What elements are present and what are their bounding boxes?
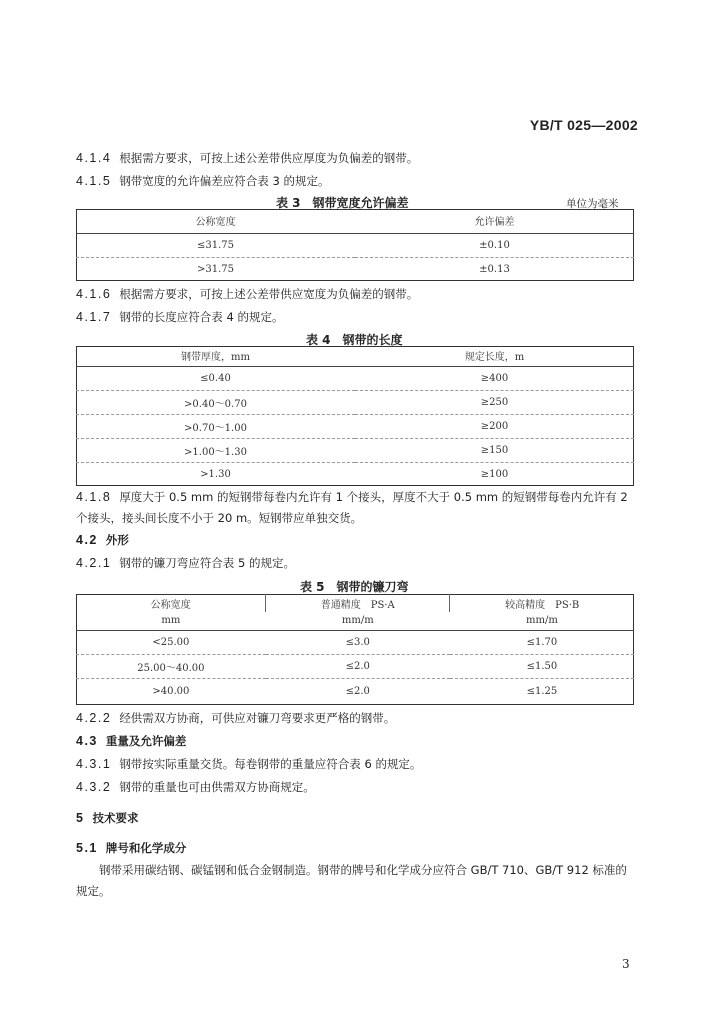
table-row [76,257,634,281]
table-5 [76,594,634,704]
table-cell: >40.00 [152,685,190,697]
clause-4-1-6 [76,286,418,302]
table-cell: ≤31.75 [76,233,355,257]
table-3-caption: 表 3 钢带宽度允许偏差 [276,196,409,210]
table-cell: <25.00 [76,630,266,654]
clause-text: 厚度大于 0.5 mm 的短钢带每卷内允许有 1 个接头，厚度不大于 0.5 mm 的短钢带每卷内允许有 2 个接头，接头间长度不小于 20 m。短钢带应单独交货。 [76,490,628,525]
clause-text: 钢带按实际重量交货。每卷钢带的重量应符合表 6 的规定。 [119,757,422,771]
table-row [76,630,634,654]
table-cell: ≥200 [355,414,634,438]
table-row [76,233,634,257]
table-cell: >0.40～0.70 [76,390,355,414]
clause-number: 4.1.6 [76,287,112,301]
table-cell: >1.00～1.30 [76,438,355,462]
clause-text: 钢带的长度应符合表 4 的规定。 [119,310,284,324]
header-cell: mm/m [266,612,450,630]
clause-number: 4.2 [76,533,98,547]
table-header-row [76,594,634,612]
table-row [76,438,634,462]
clause-number: 4.2.2 [76,711,112,725]
table-row [76,390,634,414]
table-cell: ±0.13 [479,263,510,275]
table-cell: ≤2.0 [266,654,450,678]
table-cell: 25.00～40.00 [76,654,266,678]
table-3-unit: 单位为毫米 [566,198,619,210]
table-cell: ±0.10 [355,233,634,257]
header-cell: 较高精度 PS·B [505,599,580,611]
table-row [76,366,634,390]
header-cell: 允许偏差 [355,209,634,233]
clause-text: 经供需双方协商，可供应对镰刀弯要求更严格的钢带。 [119,711,396,725]
header-cell: 钢带厚度，mm [76,346,355,366]
table-cell: ≤1.25 [526,685,558,697]
table-row [76,414,634,438]
clause-number: 4.1.7 [76,310,112,324]
table-cell: ≤3.0 [266,630,450,654]
clause-number: 4.3 [76,734,98,748]
clause-number: 4.1.5 [76,174,112,188]
table-cell: ≤0.40 [76,366,355,390]
table-cell: >0.70～1.00 [76,414,355,438]
table-cell: ≥150 [355,438,634,462]
header-cell: 公称宽度 [76,594,266,612]
clause-4-1-7 [76,309,283,325]
table-row [76,654,634,678]
section-4-3 [76,733,186,749]
header-cell: 公称宽度 [76,209,355,233]
clause-text: 钢带的重量也可由供需双方协商规定。 [119,780,315,794]
clause-text: 根据需方要求，可按上述公差带供应厚度为负偏差的钢带。 [119,151,419,165]
clause-4-2-1 [76,555,295,571]
clause-number: 4.3.1 [76,757,112,771]
clause-text: 重量及允许偏差 [105,734,187,748]
table-cell: ≤1.50 [450,654,634,678]
table-cell: ≥400 [355,366,634,390]
clause-text: 钢带宽度的允许偏差应符合表 3 的规定。 [119,174,330,188]
table-5-caption: 表 5 钢带的镰刀弯 [300,580,409,594]
table-4-caption: 表 4 钢带的长度 [306,333,403,347]
table-header-row [76,346,634,366]
table-row [76,678,634,704]
clause-text: 钢带的镰刀弯应符合表 5 的规定。 [119,556,295,570]
clause-number: 5.1 [76,841,98,855]
clause-text: 外形 [105,533,129,547]
table-header-row [76,209,634,233]
clause-number: 4.2.1 [76,556,112,570]
clause-number: 4.3.2 [76,780,112,794]
clause-number: 5 [76,811,85,825]
page-number: 3 [622,957,630,971]
table-4 [76,346,634,486]
clause-4-2-2 [76,710,395,726]
table-cell: ≤2.0 [345,685,370,697]
header-cell: 普通精度 PS·A [266,594,450,612]
clause-4-1-8 [76,487,636,529]
clause-number: 4.1.8 [76,490,112,504]
section-4-2 [76,532,129,548]
clause-4-3-1 [76,756,421,772]
clause-4-1-4 [76,150,418,166]
table-header-row [76,612,634,630]
section-5 [76,810,138,826]
header-cell: 规定长度，m [355,346,634,366]
clause-5-1-body: 钢带采用碳结钢、碳锰钢和低合金钢制造。钢带的牌号和化学成分应符合 GB/T 710、GB/T 912 标准的规定。 [76,863,627,898]
standard-code: YB/T 025—2002 [529,117,638,133]
table-3 [76,209,634,281]
clause-number: 4.1.4 [76,151,112,165]
clause-text: 牌号和化学成分 [105,841,187,855]
table-cell: >1.30 [200,468,231,480]
table-cell: >31.75 [196,263,234,275]
table-cell: ≥100 [480,468,509,480]
table-cell: ≤1.70 [450,630,634,654]
table-cell: ≥250 [355,390,634,414]
clause-text: 技术要求 [92,811,139,825]
table-row [76,462,634,486]
clause-text: 根据需方要求，可按上述公差带供应宽度为负偏差的钢带。 [119,287,419,301]
section-5-1 [76,840,186,856]
clause-4-1-5 [76,173,329,189]
clause-4-3-2 [76,779,315,795]
header-cell: mm [76,612,266,630]
header-cell: mm/m [450,612,634,630]
